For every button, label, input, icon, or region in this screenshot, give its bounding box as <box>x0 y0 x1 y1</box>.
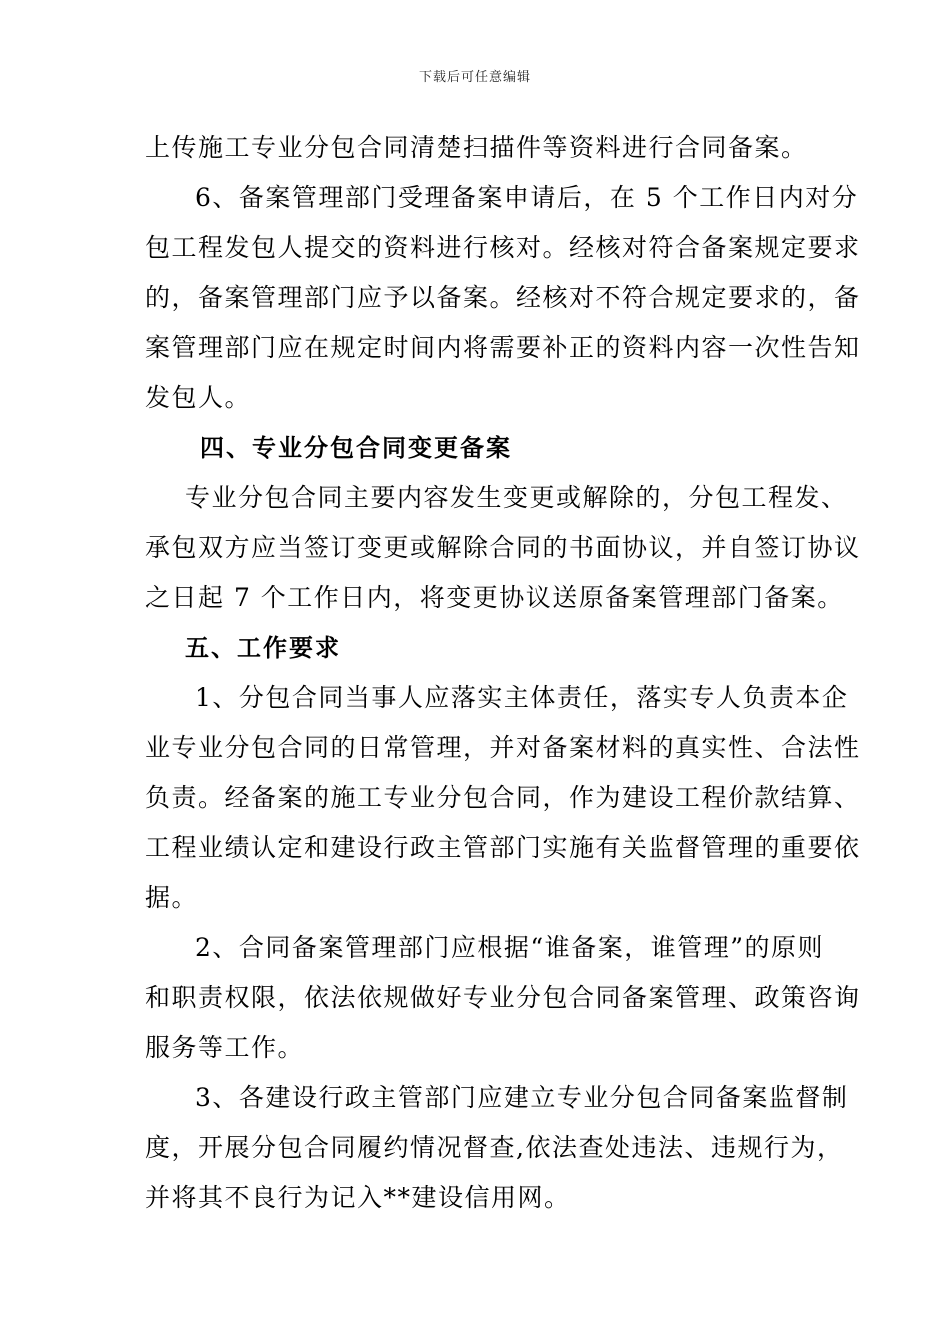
body-line: 服务等工作。 <box>145 1033 305 1062</box>
body-line: 2、合同备案管理部门应根据“谁备案，谁管理”的原则 <box>195 933 824 962</box>
body-line: 承包双方应当签订变更或解除合同的书面协议，并自签订协议 <box>145 533 861 562</box>
body-line: 的，备案管理部门应予以备案。经核对不符合规定要求的，备 <box>145 283 861 312</box>
body-line: 度，开展分包合同履约情况督查,依法查处违法、违规行为， <box>145 1133 844 1162</box>
body-line: 上传施工专业分包合同清楚扫描件等资料进行合同备案。 <box>145 133 808 162</box>
body-line: 3、各建设行政主管部门应建立专业分包合同备案监督制 <box>195 1083 849 1112</box>
body-line: 业专业分包合同的日常管理，并对备案材料的真实性、合法性 <box>145 733 861 762</box>
body-line: 据。 <box>145 883 199 912</box>
section-heading: 五、工作要求 <box>185 634 341 662</box>
body-line: 工程业绩认定和建设行政主管部门实施有关监督管理的重要依 <box>145 833 861 862</box>
body-line: 并将其不良行为记入**建设信用网。 <box>145 1183 571 1212</box>
body-line: 专业分包合同主要内容发生变更或解除的，分包工程发、 <box>185 483 848 512</box>
body-line: 1、分包合同当事人应落实主体责任，落实专人负责本企 <box>195 683 849 712</box>
body-line: 发包人。 <box>145 383 252 412</box>
body-line: 案管理部门应在规定时间内将需要补正的资料内容一次性告知 <box>145 333 861 362</box>
header-note: 下载后可任意编辑 <box>418 70 531 85</box>
body-line: 负责。经备案的施工专业分包合同，作为建设工程价款结算、 <box>145 783 861 812</box>
body-line: 包工程发包人提交的资料进行核对。经核对符合备案规定要求 <box>145 233 861 262</box>
body-line: 和职责权限，依法依规做好专业分包合同备案管理、政策咨询 <box>145 983 861 1012</box>
body-line: 之日起 7 个工作日内，将变更协议送原备案管理部门备案。 <box>145 583 844 612</box>
body-line: 6、备案管理部门受理备案申请后，在 5 个工作日内对分 <box>195 183 859 212</box>
section-heading: 四、专业分包合同变更备案 <box>200 434 512 462</box>
